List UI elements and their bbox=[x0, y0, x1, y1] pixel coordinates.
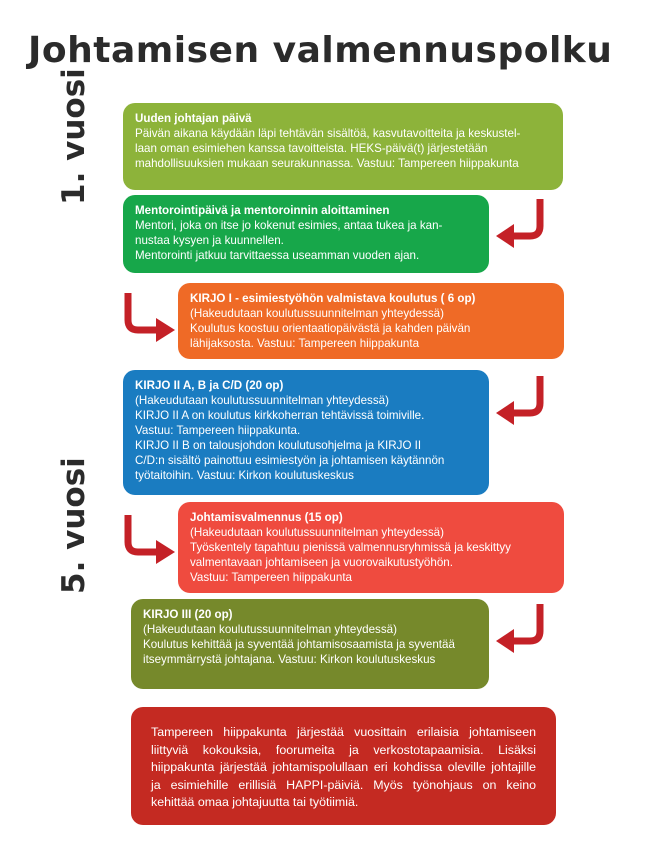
step-line: (Hakeudutaan koulutussuunnitelman yhteydessä) bbox=[190, 526, 444, 539]
step-box-mentorointi bbox=[123, 195, 489, 273]
step-line: itseymmärrystä johtajana. Vastuu: Kirkon koulutuskeskus bbox=[143, 653, 436, 666]
step-line: KIRJO II A on koulutus kirkkoherran tehtävissä toimiville. bbox=[135, 409, 425, 422]
flow-arrow-icon bbox=[494, 373, 552, 431]
step-line: Päivän aikana käydään läpi tehtävän sisältöä, kasvutavoitteita ja keskustel- bbox=[135, 127, 521, 140]
year-label-1: 1. vuosi bbox=[56, 68, 92, 205]
step-box-kirjo-iii bbox=[131, 599, 489, 689]
summary-text: Tampereen hiippakunta järjestää vuosittain erilaisia johtamiseen liittyviä kokouksia, foorumeita ja verkostotapaamisia. Lisäksi hiippakunta järjestää johtamispolullaan eri kohdissa oleville johtajille ja esimiehille erillisiä HAPPI-päiviä. Myös työnohjaus on keino kehittää omaa johtajuutta tai työtiimiä. bbox=[151, 725, 536, 809]
step-line: lähijaksosta. Vastuu: Tampereen hiippakunta bbox=[190, 337, 420, 350]
step-heading: KIRJO II A, B ja C/D (20 op) bbox=[135, 379, 284, 392]
step-heading: KIRJO III (20 op) bbox=[143, 608, 233, 621]
step-line: mahdollisuuksien mukaan seurakunnassa. Vastuu: Tampereen hiippakunta bbox=[135, 157, 519, 170]
step-line: KIRJO II B on talousjohdon koulutusohjelma ja KIRJO II bbox=[135, 439, 422, 452]
step-heading: Uuden johtajan päivä bbox=[135, 112, 252, 125]
page-title: Johtamisen valmennuspolku bbox=[28, 30, 613, 71]
step-line: laan oman esimiehen kanssa tavoitteista. HEKS-päivä(t) järjestetään bbox=[135, 142, 488, 155]
step-box-kirjo-ii bbox=[123, 370, 489, 495]
step-heading: Johtamisvalmennus (15 op) bbox=[190, 511, 343, 524]
step-line: Mentori, joka on itse jo kokenut esimies, antaa tukea ja kan- bbox=[135, 219, 443, 232]
step-line: nustaa kysyen ja kuunnellen. bbox=[135, 234, 284, 247]
step-line: (Hakeudutaan koulutussuunnitelman yhteydessä) bbox=[135, 394, 389, 407]
flow-arrow-icon bbox=[494, 196, 552, 254]
step-line: Mentorointi jatkuu tarvittaessa useamman vuoden ajan. bbox=[135, 249, 420, 262]
year-label-5: 5. vuosi bbox=[56, 457, 92, 594]
flow-arrow-icon bbox=[118, 290, 178, 348]
step-line: C/D:n sisältö painottuu esimiestyön ja johtamisen käytännön bbox=[135, 454, 445, 467]
step-box-kirjo-i bbox=[178, 283, 564, 359]
step-heading: Mentorointipäivä ja mentoroinnin aloittaminen bbox=[135, 204, 390, 217]
step-heading: KIRJO I - esimiestyöhön valmistava koulutus ( 6 op) bbox=[190, 292, 476, 305]
summary-box bbox=[131, 707, 556, 825]
step-line: (Hakeudutaan koulutussuunnitelman yhteydessä) bbox=[143, 623, 397, 636]
step-line: Vastuu: Tampereen hiippakunta bbox=[190, 571, 352, 584]
flow-arrow-icon bbox=[494, 601, 552, 659]
step-box-uuden-johtajan-paiva bbox=[123, 103, 563, 190]
step-line: työtaitoihin. Vastuu: Kirkon koulutuskeskus bbox=[135, 469, 354, 482]
step-line: Koulutus koostuu orientaatiopäivästä ja kahden päivän bbox=[190, 322, 471, 335]
step-line: Työskentely tapahtuu pienissä valmennusryhmissä ja keskittyy bbox=[190, 541, 511, 554]
step-box-johtamisvalmennus bbox=[178, 502, 564, 593]
step-line: Koulutus kehittää ja syventää johtamisosaamista ja syventää bbox=[143, 638, 455, 651]
step-line: (Hakeudutaan koulutussuunnitelman yhteydessä) bbox=[190, 307, 444, 320]
step-line: Vastuu: Tampereen hiippakunta. bbox=[135, 424, 301, 437]
step-line: valmentavaan johtamiseen ja vuorovaikutustyöhön. bbox=[190, 556, 453, 569]
flow-arrow-icon bbox=[118, 512, 178, 570]
